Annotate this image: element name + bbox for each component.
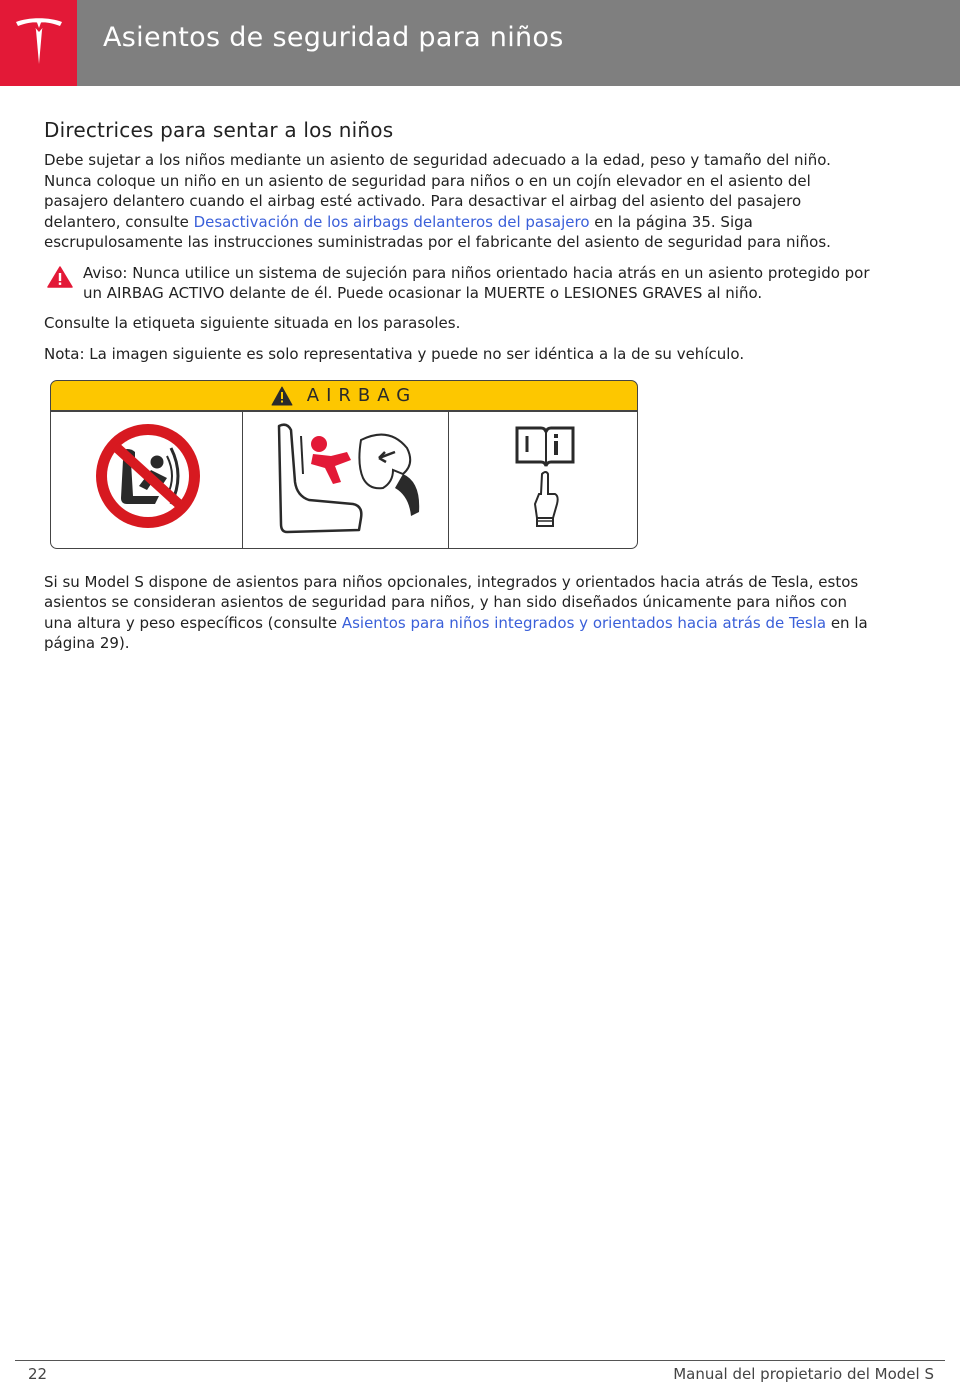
note-paragraph: Nota: La imagen siguiente es solo representativa y puede no ser idéntica a la de su vehículo. [44,345,745,363]
airbag-label-band [50,380,638,411]
section-heading: Directrices para sentar a los niños [44,118,394,142]
footer-manual-title: Manual del propietario del Model S [673,1365,934,1383]
footer-divider [15,1360,945,1361]
page-number: 22 [28,1365,48,1383]
consult-paragraph: Consulte la etiqueta siguiente situada en los parasoles. [44,313,461,332]
final-paragraph [44,572,874,654]
intro-paragraph [44,150,874,253]
airbag-danger-panel [243,412,449,548]
airbag-warning-label [50,380,638,548]
main-content [44,118,874,654]
airbag-deactivation-link[interactable]: Desactivación de los airbags delanteros del pasajero [193,212,590,231]
warning-icon [47,266,73,288]
no-rear-facing-seat-icon [51,412,242,548]
read-manual-icon [449,412,635,548]
prohibition-panel [51,412,243,548]
intro-text-before: Debe sujetar a los niños mediante un asiento de seguridad adecuado a la edad, peso y tamaño del niño. Nunca coloque un niño en un asiento de seguridad para niños o en un cojín elevador en el asiento del pasajero delantero cuando el airbag esté activado. Para desactivar el airbag del asiento del pasajero delantero, consulte [44,151,831,231]
warning-triangle-icon [271,386,293,406]
page-header [0,0,960,86]
integrated-child-seats-link[interactable]: Asientos para niños integrados y orientados hacia atrás de Tesla [341,613,827,632]
tesla-logo-icon [12,16,66,70]
warning-block [44,263,874,304]
airbag-label-text: AIRBAG [306,385,418,406]
intro-text-after: en la página 35. Siga escrupulosamente las instrucciones suministradas por el fabricante del asiento de seguridad para niños. [44,212,831,251]
airbag-label-panels [50,410,638,549]
manual-info-panel [449,412,637,548]
seat-airbag-child-icon [243,412,448,548]
final-text-after: en la página 29). [44,613,868,652]
final-text-before: Si su Model S dispone de asientos para niños opcionales, integrados y orientados hacia atrás de Tesla, estos asientos se consideran asientos de seguridad para niños, y han sido diseñados únicamente para niños con una altura y peso específicos (consulte [44,572,859,632]
page-title: Asientos de seguridad para niños [103,22,564,53]
warning-text: Aviso: Nunca utilice un sistema de sujeción para niños orientado hacia atrás en un asiento protegido por un AIRBAG ACTIVO delante de él. Puede ocasionar la MUERTE o LESIONES GRAVES al niño. [83,263,870,302]
tesla-logo [0,0,77,86]
